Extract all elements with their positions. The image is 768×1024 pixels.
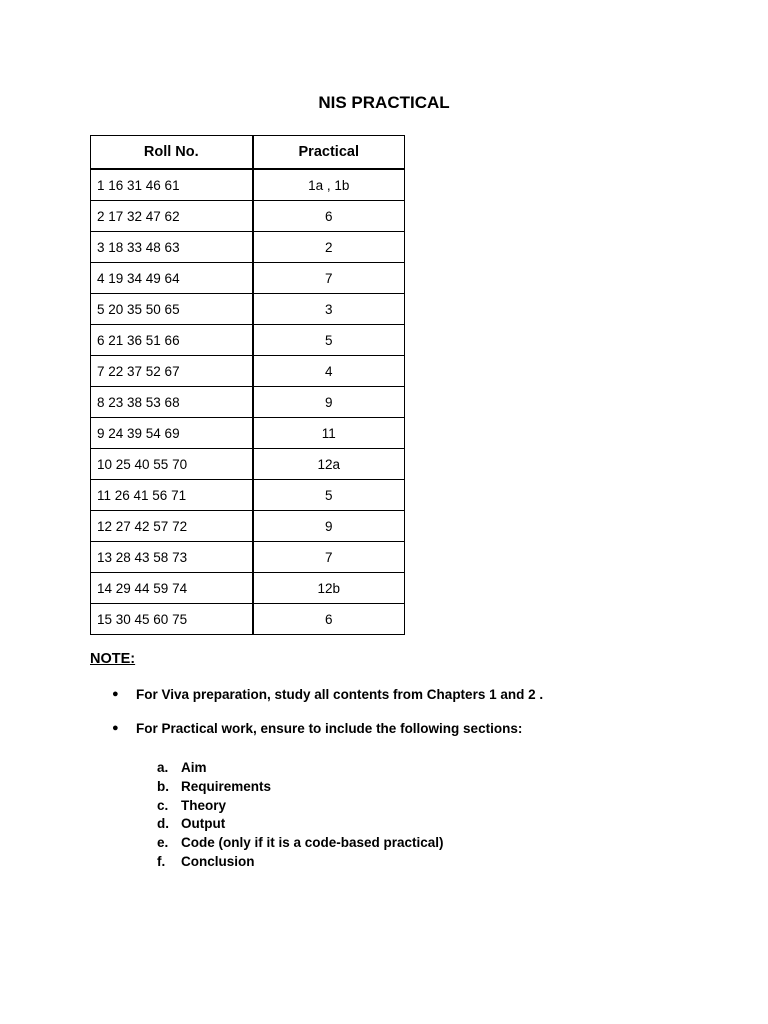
section-label: Requirements	[181, 778, 272, 794]
table-row	[91, 325, 405, 356]
practical-cell: 2	[253, 232, 405, 263]
practical-cell: 1a , 1b	[253, 169, 405, 201]
practical-cell: 7	[253, 542, 405, 573]
roll-numbers-cell: 4 19 34 49 64	[91, 263, 253, 294]
roll-numbers-cell: 10 25 40 55 70	[91, 449, 253, 480]
practical-cell: 12b	[253, 573, 405, 604]
section-label: Code (only if it is a code-based practical)	[181, 835, 444, 851]
table-row	[91, 387, 405, 418]
roll-numbers-cell: 8 23 38 53 68	[91, 387, 253, 418]
practical-cell: 9	[253, 387, 405, 418]
section-label: Theory	[181, 797, 227, 813]
roll-numbers-cell: 13 28 43 58 73	[91, 542, 253, 573]
list-item	[157, 815, 444, 834]
viva-preparation-note: For Viva preparation, study all contents from Chapters 1 and 2 .	[136, 687, 544, 702]
practical-allocation-table	[90, 135, 405, 635]
list-marker: b.	[157, 778, 169, 794]
roll-numbers-cell: 7 22 37 52 67	[91, 356, 253, 387]
table-header-row	[91, 136, 405, 170]
list-marker: d.	[157, 816, 169, 832]
section-label: Output	[181, 816, 226, 832]
section-label: Aim	[181, 760, 207, 775]
practical-work-note: For Practical work, ensure to include the following sections:	[136, 721, 523, 736]
roll-numbers-cell: 2 17 32 47 62	[91, 201, 253, 232]
list-item	[157, 797, 444, 816]
table-row	[91, 232, 405, 263]
table-row	[91, 294, 405, 325]
practical-cell: 6	[253, 201, 405, 232]
note-heading: NOTE:	[90, 651, 136, 667]
roll-no-header: Roll No.	[91, 136, 253, 170]
list-item	[112, 686, 543, 720]
table-row	[91, 169, 405, 201]
table-row	[91, 604, 405, 635]
list-item	[157, 834, 444, 853]
roll-numbers-cell: 15 30 45 60 75	[91, 604, 253, 635]
required-sections-list	[157, 759, 444, 872]
practical-cell: 5	[253, 325, 405, 356]
section-label: Conclusion	[181, 853, 255, 869]
table-row	[91, 480, 405, 511]
list-item	[157, 853, 444, 872]
practical-cell: 4	[253, 356, 405, 387]
list-marker: f.	[157, 853, 166, 869]
roll-numbers-cell: 1 16 31 46 61	[91, 169, 253, 201]
table-row	[91, 449, 405, 480]
note-bullet-list	[112, 686, 543, 737]
bullet-icon: ●	[112, 688, 119, 700]
table-row	[91, 263, 405, 294]
roll-numbers-cell: 14 29 44 59 74	[91, 573, 253, 604]
practical-cell: 5	[253, 480, 405, 511]
list-item	[112, 720, 543, 737]
practical-cell: 6	[253, 604, 405, 635]
roll-numbers-cell: 12 27 42 57 72	[91, 511, 253, 542]
table-row	[91, 418, 405, 449]
page-title: NIS PRACTICAL	[318, 93, 450, 112]
list-item	[157, 759, 444, 778]
practical-cell: 11	[253, 418, 405, 449]
table-row	[91, 201, 405, 232]
roll-numbers-cell: 5 20 35 50 65	[91, 294, 253, 325]
practical-cell: 12a	[253, 449, 405, 480]
roll-numbers-cell: 9 24 39 54 69	[91, 418, 253, 449]
list-marker: c.	[157, 797, 169, 813]
roll-numbers-cell: 6 21 36 51 66	[91, 325, 253, 356]
list-marker: a.	[157, 760, 169, 775]
roll-numbers-cell: 11 26 41 56 71	[91, 480, 253, 511]
bullet-icon: ●	[112, 722, 119, 734]
list-marker: e.	[157, 835, 169, 851]
table-row	[91, 356, 405, 387]
list-item	[157, 778, 444, 797]
table-row	[91, 511, 405, 542]
table-row	[91, 573, 405, 604]
practical-cell: 3	[253, 294, 405, 325]
practical-cell: 7	[253, 263, 405, 294]
roll-numbers-cell: 3 18 33 48 63	[91, 232, 253, 263]
practical-cell: 9	[253, 511, 405, 542]
table-row	[91, 542, 405, 573]
practical-header: Practical	[253, 136, 405, 170]
